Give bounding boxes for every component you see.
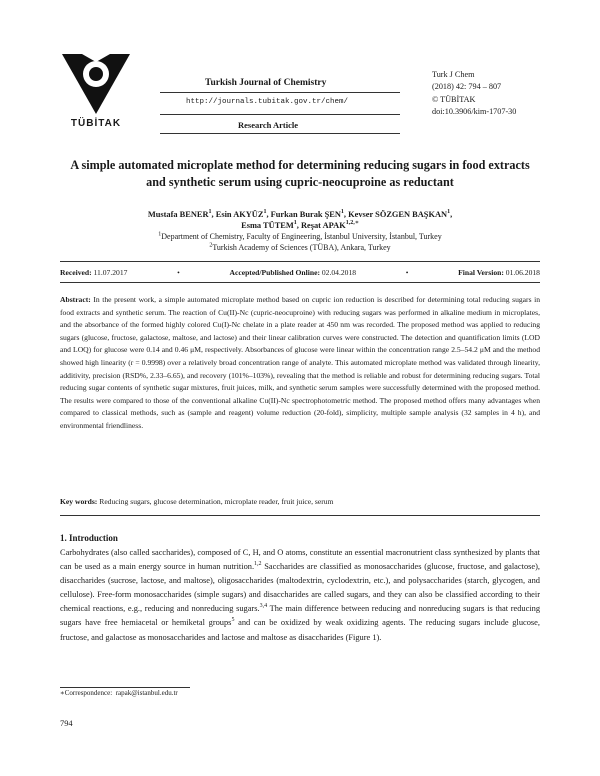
accepted-date: Accepted/Published Online: 02.04.2018 <box>229 267 357 277</box>
author-name: Kevser SÖZGEN BAŞKAN <box>348 210 448 219</box>
copyright: © TÜBİTAK <box>432 94 476 104</box>
author-name: Reşat APAK <box>300 221 346 230</box>
keywords-label: Key words: <box>60 497 98 506</box>
author-affil-sup: 1 <box>293 220 297 227</box>
author-affil-sup: 1 <box>208 209 212 216</box>
author-affil-sup: 1 <box>447 209 451 216</box>
author-list: Mustafa BENER$^1$, Esin AKYÜZ$^1$, Furkan Burak ŞEN$^1$, Kevser SÖZGEN BAŞKAN$^1$, Esma TÜTEM$^1$, Reşat $APAK^{1,2,∗}$ <box>147 209 453 230</box>
citation-ref[interactable]: 5 <box>231 617 235 624</box>
correspondence-email[interactable]: rapak@istanbul.edu.tr <box>115 689 178 697</box>
date-separator: • <box>405 267 409 277</box>
keywords <box>60 497 540 506</box>
final-date: Final Version: 01.06.2018 <box>458 267 540 277</box>
journal-title: Turkish Journal of Chemistry <box>205 78 327 88</box>
page-number: 794 <box>60 719 73 728</box>
keywords-text: Reducing sugars, glucose determination, microplate reader, fruit juice, serum <box>99 497 334 506</box>
received-date: Received: 11.07.2017 <box>60 267 128 277</box>
affiliation-1: $^1$Department of Chemistry, Faculty of Engineering, İstanbul University, İstanbul, Turkey <box>158 231 442 241</box>
header-rule-bottom <box>160 133 400 134</box>
introduction-paragraph: Carbohydrates (also called saccharides), composed of C, H, and O atoms, constitute an essential macronutrient class synthesized by plants that can be used as a main energy source in human nutrition.$^{1,2}$ Saccharides are classified as monosaccharides (glucose, fructose, and galactose), disaccharides (sucrose, lactose, and maltose), oligosaccharides (maltodextrin, cyclodextrin, etc.), and polysaccharides (starch, glycogen, and cellulose). Free-form monosaccharides (simple sugars) and disaccharides are called sugars, and they can also be classified according to their chemical reactions, e.g., reducing and nonreducing sugars.$^{3,4}$ The main difference between reducing and nonreducing sugars is that reducing sugars have free hemiacetal or hemiketal groups$^5$ and can be oxidized by weak oxidizing agents. The reducing sugars include glucose, fructose, and galactose as monosaccharides and lactose and maltose as disaccharides (Figure 1). <box>60 548 541 642</box>
doi[interactable]: doi:10.3906/kim-1707-30 <box>432 106 517 116</box>
author-affil-sup: 1 <box>340 209 344 216</box>
publication-dates <box>60 261 540 283</box>
section-heading-introduction: 1. Introduction <box>60 533 118 543</box>
citation: (2018) 42: 794 – 807 <box>432 82 502 92</box>
author-affil-sup: 1,2,∗ <box>345 220 359 227</box>
author-name: Furkan Burak ŞEN <box>270 210 341 219</box>
abstract <box>60 294 540 433</box>
author-name: Esin AKYÜZ <box>215 210 264 219</box>
author-affil-sup: 1 <box>263 209 267 216</box>
article-type: Research Article <box>238 120 299 130</box>
section-divider <box>60 515 540 516</box>
footnote-rule <box>60 687 190 688</box>
header-rule-middle <box>160 114 400 115</box>
journal-abbreviation: Turk J Chem <box>432 70 475 79</box>
header-rule-top <box>160 92 400 93</box>
citation-ref[interactable]: 1,2 <box>254 561 262 568</box>
tubitak-emblem-icon <box>60 50 132 118</box>
author-name: Mustafa BENER <box>147 210 209 219</box>
abstract-label: Abstract: <box>60 295 91 304</box>
affiliation-2: $^2$Turkish Academy of Sciences (TÜBA), Ankara, Turkey <box>209 242 391 252</box>
correspondence-footnote: ∗Correspondence: rapak@istanbul.edu.tr <box>60 689 178 697</box>
citation-ref[interactable]: 3,4 <box>259 603 268 610</box>
abstract-text: In the present work, a simple automated microplate method based on cupric ion reduction is described for determining total reducing sugars in food extracts and synthetic serum. The reaction of Cu(II)-Nc (cupric-neocuproine) with reducing sugars was performed in alkaline medium in microplates, and the absorbance of the formed highly colored Cu(I)-Nc chelate in a plate reader at 450 nm was recorded. The proposed method was applied to reducing sugars (glucose, fructose, galactose, maltose, and lactose) and their linear calibration curves were constructed. The detection and quantification limits (LOD and LOQ) for glucose were 0.14 and 0.46 μM, respectively. Absorbances of glucose were linear within the concentration range 2.5–54.2 μM and the method showed high linearity (r = 0.9998) over a relatively broad concentration range of analyte. This automated microplate method was validated through linearity, additivity, precision (RSD%, 2.33–6.65), and recovery (101%–103%), revealing that the method is reliable and robust for determining reducing sugars. Total reducing sugar contents of synthetic sugar mixtures, fruit juices, milk, and synthetic serum samples were successfully determined with the proposed method. The results were compared to those of the conventional alkaline Cu(II)-Nc spectrophotometric method. The proposed method offers many advantages when compared to classical methods, such as (sample and reagent) volume reduction (20-fold), simplicity, multiple sample analysis (32 samples in 4 h), and environmental friendliness. <box>60 295 540 430</box>
affiliations <box>60 232 540 254</box>
author-name: Esma TÜTEM <box>241 221 294 230</box>
tubitak-logo <box>60 50 132 126</box>
journal-url[interactable]: http://journals.tubitak.gov.tr/chem/ <box>186 98 349 106</box>
journal-meta <box>432 69 516 118</box>
date-separator: • <box>177 267 180 277</box>
logo-wordmark: TÜBİTAK <box>70 118 122 129</box>
paper-title: A simple automated microplate method for determining reducing sugars in food extracts and synthetic serum using cupric-neocuproine as reductant <box>70 158 530 189</box>
